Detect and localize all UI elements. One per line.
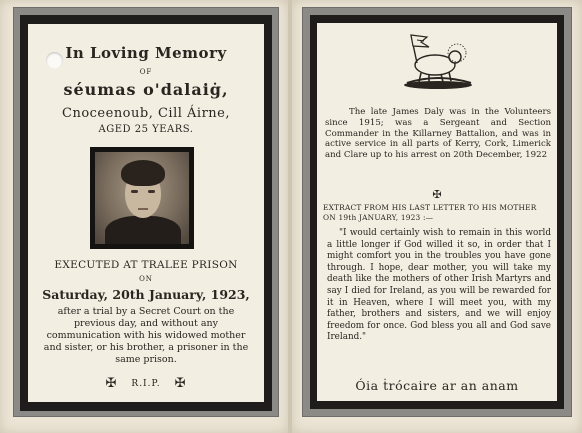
cross-icon: ✠ bbox=[174, 376, 187, 391]
cross-icon: ✠ bbox=[432, 188, 442, 201]
of-label: OF bbox=[139, 68, 153, 76]
rip-text: R.I.P. bbox=[131, 379, 161, 389]
last-letter-text: "I would certainly wish to remain in this world a little longer if God willed it so, in order that I might comfort you in the troubles you have gone through. I hope, dear mother, you will take my death like the mothers of other Irish Martyrs and say I died for Ireland, as you will be rewarded for it in Heaven, where I will meet you, with my father, brothers and sisters, and we will enjoy freedom for once. God bless you all and God save Ireland." bbox=[327, 228, 551, 343]
execution-line: EXECUTED AT TRALEE PRISON bbox=[54, 259, 238, 271]
right-card-panel bbox=[317, 23, 557, 401]
rip-line bbox=[28, 376, 264, 391]
trial-description: after a trial by a Secret Court on the previous day, and without any communication with his widowed mother and sister, or his brother, a prisoner in the same prison. bbox=[43, 306, 249, 365]
right-memorial-card bbox=[292, 0, 582, 433]
on-label: ON bbox=[139, 275, 153, 283]
memorial-heading: In Loving Memory bbox=[65, 44, 227, 62]
left-card-panel bbox=[28, 24, 264, 402]
biography-text: The late James Daly was in the Volunteers since 1915; was a Sergeant and Section Commander in the Killarney Battalion, and was in active service in all parts of Kerry, Cork, Limerick and Clare up to his arrest on 20th December, 1922 bbox=[325, 107, 551, 161]
lamb-with-flag-icon bbox=[395, 29, 481, 91]
left-memorial-card bbox=[0, 0, 288, 433]
age-line: AGED 25 YEARS. bbox=[98, 124, 194, 135]
portrait-frame bbox=[90, 147, 194, 249]
cross-icon: ✠ bbox=[105, 376, 118, 391]
portrait-photo bbox=[95, 152, 189, 244]
execution-date: Saturday, 20th January, 1923, bbox=[42, 287, 250, 302]
punched-hole bbox=[46, 52, 63, 69]
gaelic-prayer: Óia ṫrócaire ar an anam bbox=[355, 378, 519, 393]
deceased-name: séumas o'dalaiġ, bbox=[63, 80, 229, 99]
letter-extract-heading: EXTRACT FROM HIS LAST LETTER TO HIS MOTHER ON 19th JANUARY, 1923 :— bbox=[323, 203, 537, 222]
home-place: Cnoceenoub, Cill Áirne, bbox=[62, 106, 230, 121]
